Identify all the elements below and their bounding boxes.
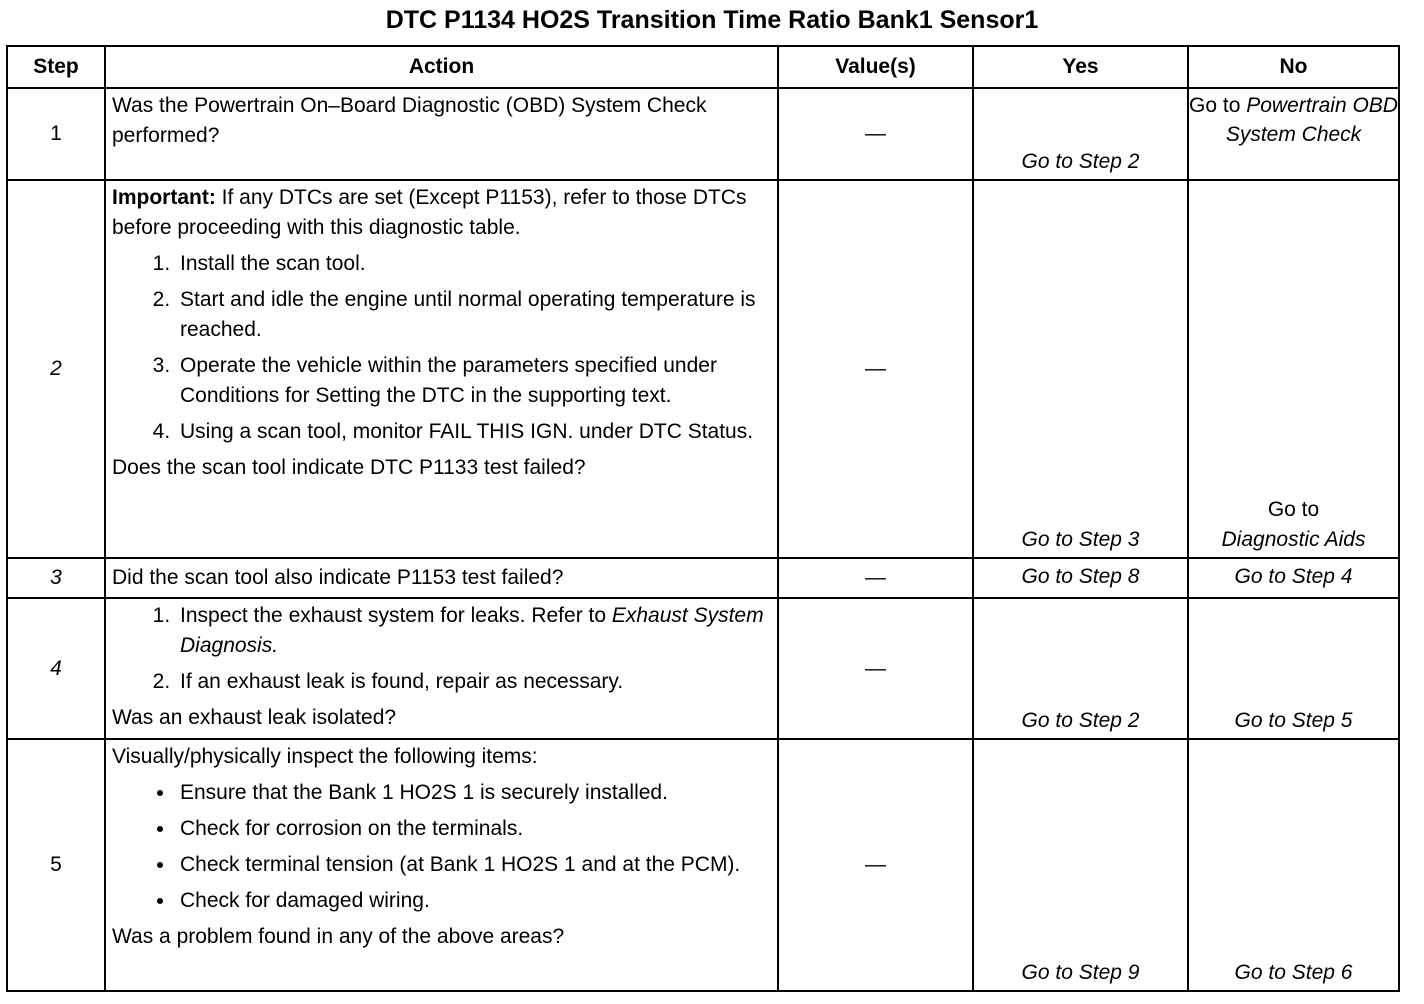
no-prefix: Go to	[1189, 94, 1241, 117]
step-number: 5	[7, 739, 105, 991]
question-text: Does the scan tool indicate DTC P1133 test failed?	[112, 456, 586, 479]
list-item	[176, 601, 771, 661]
yes-cell	[973, 598, 1188, 739]
no-link[interactable]: Diagnostic Aids	[1221, 528, 1366, 551]
value-text: —	[865, 357, 886, 380]
reference-link[interactable]: Exhaust System Diagnosis.	[180, 604, 764, 657]
no-cell	[1188, 598, 1399, 739]
no-link[interactable]: Go to Step 4	[1234, 565, 1353, 588]
action-text: Did the scan tool also indicate P1153 test failed?	[112, 566, 564, 589]
table-row	[7, 88, 1399, 180]
yes-cell	[973, 739, 1188, 991]
value-cell	[778, 598, 973, 739]
list-item-text: Inspect the exhaust system for leaks. Refer to	[180, 604, 607, 627]
yes-cell	[973, 88, 1188, 180]
table-row	[7, 598, 1399, 739]
step-number: 4	[7, 598, 105, 739]
question-text: Was a problem found in any of the above areas?	[112, 925, 565, 948]
step-list	[112, 249, 771, 447]
yes-cell	[973, 558, 1188, 598]
yes-link[interactable]: Go to Step 8	[1021, 565, 1140, 588]
diagnostic-table	[6, 45, 1400, 992]
value-text: —	[865, 122, 886, 145]
bullet-list	[112, 778, 771, 916]
header-action: Action	[105, 46, 778, 88]
action-cell	[105, 180, 778, 558]
no-cell	[1188, 558, 1399, 598]
yes-link[interactable]: Go to Step 2	[1021, 150, 1140, 173]
table-row	[7, 739, 1399, 991]
table-header-row	[7, 46, 1399, 88]
list-item: 2. Start and idle the engine until normal operating temperature is reached.	[176, 285, 771, 345]
no-cell	[1188, 180, 1399, 558]
yes-cell	[973, 180, 1188, 558]
list-item: • Check terminal tension (at Bank 1 HO2S 1 and at the PCM).	[176, 850, 771, 880]
action-cell	[105, 739, 778, 991]
action-cell	[105, 88, 778, 180]
step-number: 3	[7, 558, 105, 598]
yes-link[interactable]: Go to Step 3	[1021, 528, 1140, 551]
important-label: Important:	[112, 186, 216, 209]
step-list	[112, 601, 771, 697]
list-item: 1. Install the scan tool.	[176, 249, 771, 279]
value-cell	[778, 558, 973, 598]
no-cell	[1188, 739, 1399, 991]
value-cell	[778, 739, 973, 991]
list-item: 3. Operate the vehicle within the parameters specified under Conditions for Setting the DTC in the supporting text.	[176, 351, 771, 411]
value-cell	[778, 180, 973, 558]
table-row	[7, 180, 1399, 558]
action-cell	[105, 598, 778, 739]
no-link[interactable]: Powertrain OBD System Check	[1225, 94, 1398, 146]
value-cell	[778, 88, 973, 180]
list-item: 4. Using a scan tool, monitor FAIL THIS IGN. under DTC Status.	[176, 417, 771, 447]
yes-link[interactable]: Go to Step 2	[1021, 709, 1140, 732]
intro-text: Visually/physically inspect the following items:	[112, 745, 538, 768]
header-no: No	[1188, 46, 1399, 88]
no-link[interactable]: Go to Step 5	[1234, 709, 1353, 732]
yes-link[interactable]: Go to Step 9	[1021, 961, 1140, 984]
page-title: DTC P1134 HO2S Transition Time Ratio Bank1 Sensor1	[385, 6, 1039, 34]
list-item: • Ensure that the Bank 1 HO2S 1 is securely installed.	[176, 778, 771, 808]
list-item: • Check for damaged wiring.	[176, 886, 771, 916]
header-yes: Yes	[973, 46, 1188, 88]
header-step: Step	[7, 46, 105, 88]
question-text: Was an exhaust leak isolated?	[112, 706, 397, 729]
table-row	[7, 558, 1399, 598]
no-link[interactable]: Go to Step 6	[1234, 961, 1353, 984]
value-text: —	[865, 853, 886, 876]
header-values: Value(s)	[778, 46, 973, 88]
value-text: —	[865, 656, 886, 680]
value-text: —	[865, 566, 886, 589]
action-cell	[105, 558, 778, 598]
list-item: 2. If an exhaust leak is found, repair as necessary.	[176, 667, 771, 697]
action-text: Was the Powertrain On–Board Diagnostic (OBD) System Check performed?	[112, 94, 707, 147]
step-number: 1	[7, 88, 105, 180]
no-prefix: Go to	[1267, 498, 1320, 521]
important-text: If any DTCs are set (Except P1153), refer to those DTCs before proceeding with this diagnostic table.	[112, 186, 747, 239]
step-number: 2	[7, 180, 105, 558]
no-cell	[1188, 88, 1399, 180]
list-item: • Check for corrosion on the terminals.	[176, 814, 771, 844]
